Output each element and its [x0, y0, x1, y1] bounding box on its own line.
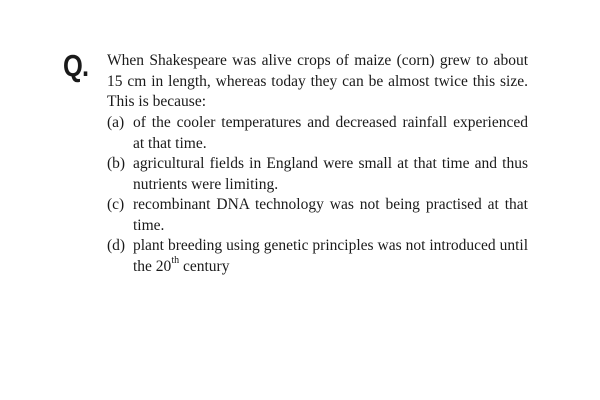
option-text-superscript: th	[171, 255, 180, 267]
options-list	[107, 113, 528, 277]
option-label: (d)	[107, 237, 126, 254]
option-text: recombinant DNA technology was not being practised at that time.	[133, 196, 528, 234]
option-label: (b)	[107, 155, 126, 172]
option-text: agricultural fields in England were small at that time and thus nutrients were limiting.	[133, 155, 528, 193]
option-a	[107, 113, 528, 154]
question-marker: Q.	[63, 48, 89, 83]
option-d	[107, 236, 528, 277]
question-stem-text: When Shakespeare was alive crops of maize (corn) grew to about 15 cm in length, whereas today they can be almost twice this size. This is because:	[107, 52, 528, 110]
option-text	[133, 236, 528, 277]
question-stem	[107, 51, 528, 113]
option-b	[107, 154, 528, 195]
option-c	[107, 195, 528, 236]
option-text-before: plant breeding using genetic principles was not introduced until the 20	[133, 237, 528, 275]
option-label: (a)	[107, 114, 125, 131]
option-label: (c)	[107, 196, 125, 213]
option-text-after: century	[179, 257, 230, 275]
option-text: of the cooler temperatures and decreased rainfall experienced at that time.	[133, 114, 528, 152]
